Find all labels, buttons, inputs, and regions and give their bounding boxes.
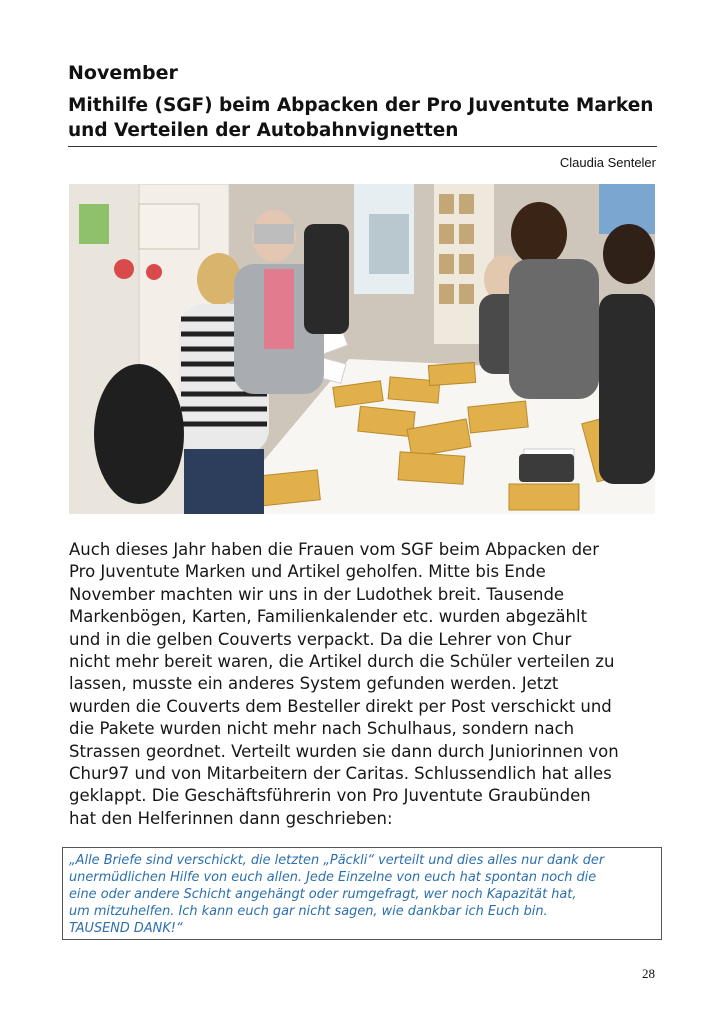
page-number: 28	[642, 966, 655, 981]
body-line: hat den Helferinnen dann geschrieben:	[69, 808, 393, 828]
body-line: Pro Juventute Marken und Artikel geholfen. Mitte bis Ende	[69, 562, 546, 582]
author-name: Claudia Senteler	[559, 155, 656, 170]
section-month: November	[68, 62, 178, 84]
page-title	[68, 93, 668, 143]
quote-line: TAUSEND DANK!“	[69, 921, 183, 936]
body-line: Markenbögen, Karten, Familienkalender etc. wurden abgezählt	[69, 607, 588, 627]
quote-line: unermüdlichen Hilfe von euch allen. Jede Einzelne von euch hat spontan noch die	[69, 870, 597, 885]
body-line: nicht mehr bereit waren, die Artikel durch die Schüler verteilen zu	[69, 652, 615, 672]
title-line-2: und Verteilen der Autobahnvignetten	[68, 120, 459, 141]
body-line: November machten wir uns in der Ludothek breit. Tausende	[69, 584, 565, 604]
article-body	[69, 539, 669, 830]
body-line: lassen, musste ein anderes System gefunden werden. Jetzt	[69, 674, 559, 694]
quote-box	[62, 847, 662, 940]
body-line: Auch dieses Jahr haben die Frauen vom SGF beim Abpacken der	[69, 540, 599, 559]
body-line: geklappt. Die Geschäftsführerin von Pro Juventute Graubünden	[69, 786, 591, 806]
body-line: die Pakete wurden nicht mehr nach Schulhaus, sondern nach	[69, 719, 575, 739]
body-line: Chur97 und von Mitarbeitern der Caritas. Schlussendlich hat alles	[69, 764, 612, 784]
title-line-1: Mithilfe (SGF) beim Abpacken der Pro Juventute Marken	[68, 95, 654, 116]
title-divider	[68, 146, 657, 147]
quote-line: um mitzuhelfen. Ich kann euch gar nicht sagen, wie dankbar ich Euch bin.	[69, 904, 548, 919]
body-line: und in die gelben Couverts verpackt. Da die Lehrer von Chur	[69, 629, 572, 649]
body-line: wurden die Couverts dem Besteller direkt per Post verschickt und	[69, 696, 612, 716]
photo-illustration	[69, 184, 655, 514]
quote-line: eine oder andere Schicht angehängt oder rumgefragt, wer noch Kapazität hat,	[69, 887, 577, 902]
body-line: Strassen geordnet. Verteilt wurden sie dann durch Juniorinnen von	[69, 741, 619, 761]
quote-line: „Alle Briefe sind verschickt, die letzten „Päckli“ verteilt und dies alles nur dank der	[69, 853, 605, 868]
photo-volunteers-packing	[69, 184, 655, 514]
